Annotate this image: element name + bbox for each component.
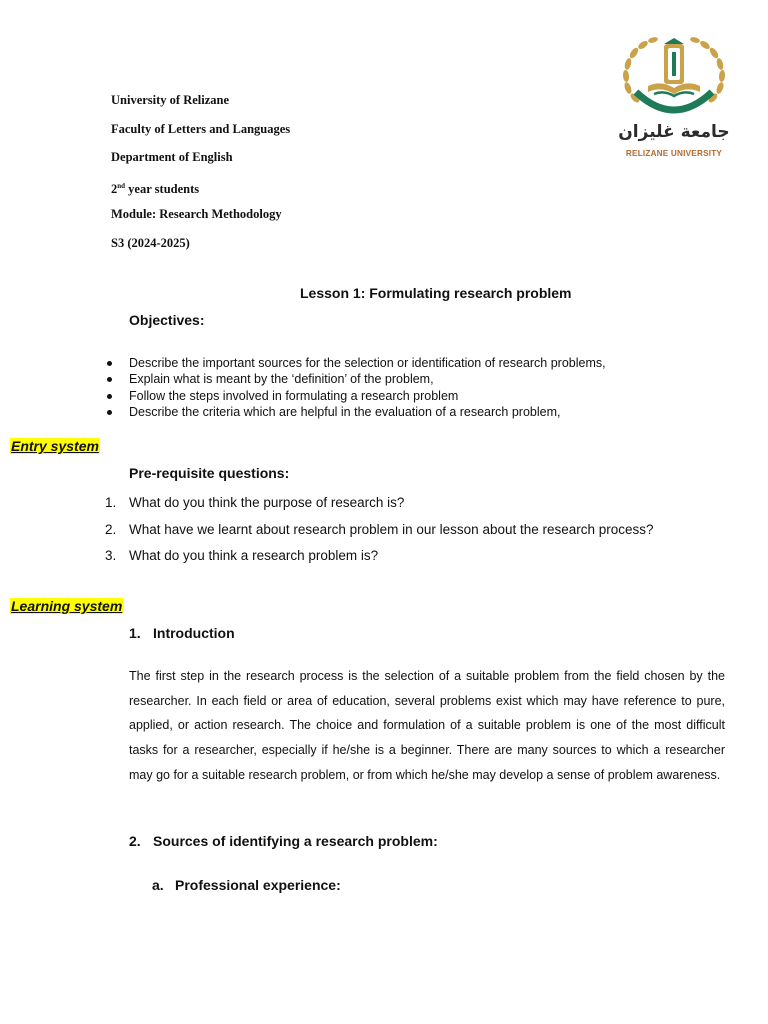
entry-system-label: Entry system bbox=[11, 438, 99, 454]
lesson-title: Lesson 1: Formulating research problem bbox=[300, 285, 572, 301]
objectives-heading: Objectives: bbox=[129, 312, 205, 328]
subsection-letter: a. bbox=[152, 877, 164, 893]
question-text: What do you think the purpose of research is? bbox=[129, 495, 405, 510]
professional-experience-heading bbox=[152, 877, 341, 893]
semester-line: S3 (2024-2025) bbox=[111, 235, 190, 250]
section-number: 2. bbox=[129, 833, 141, 849]
module-line: Module: Research Methodology bbox=[111, 207, 282, 221]
prerequisite-heading: Pre-requisite questions: bbox=[129, 465, 290, 481]
logo-arabic-name: جامعة غليزان bbox=[618, 122, 730, 142]
prerequisite-questions-list bbox=[105, 490, 654, 570]
question-text: What do you think a research problem is? bbox=[129, 548, 379, 564]
question-number: 2. bbox=[105, 521, 117, 537]
section-number: 1. bbox=[129, 625, 141, 641]
question-item bbox=[105, 517, 654, 544]
university-logo bbox=[618, 36, 730, 164]
question-number: 1. bbox=[105, 495, 117, 510]
logo-latin-name: RELIZANE UNIVERSITY bbox=[625, 149, 723, 158]
year-suffix: nd bbox=[117, 181, 126, 190]
department-line: Department of English bbox=[111, 150, 233, 164]
sources-heading bbox=[129, 833, 438, 849]
faculty-line: Faculty of Letters and Languages bbox=[111, 121, 291, 136]
objectives-list bbox=[129, 355, 606, 420]
objective-item: Follow the steps involved in formulating a research problem bbox=[129, 388, 606, 404]
question-number: 3. bbox=[105, 548, 117, 564]
objective-item: Describe the criteria which are helpful in the evaluation of a research problem, bbox=[129, 404, 606, 420]
introduction-paragraph: The first step in the research process is the selection of a suitable problem from the field chosen by the researcher. In each field or area of education, several problems exist which may have reference to pure, applied, or action research. The choice and formulation of a suitable problem is one of the most difficult tasks for a researcher, especially if he/she is a beginner. There are many sources to which a researcher may go for a suitable research problem, or from which he/she may develop a sense of problem awareness. bbox=[129, 669, 725, 782]
section-title: Introduction bbox=[153, 625, 235, 641]
year-line bbox=[111, 172, 290, 201]
learning-system-label: Learning system bbox=[11, 598, 123, 614]
subsection-title: Professional experience: bbox=[175, 877, 341, 893]
question-item bbox=[105, 490, 654, 517]
university-emblem-icon bbox=[618, 36, 730, 122]
introduction-heading bbox=[129, 625, 235, 641]
institution-header bbox=[111, 86, 290, 257]
objective-item: Describe the important sources for the selection or identification of research problems, bbox=[129, 356, 606, 370]
year-number: 2 bbox=[111, 181, 118, 196]
objective-item: Explain what is meant by the ‘definition’ of the problem, bbox=[129, 371, 606, 387]
university-line: University of Relizane bbox=[111, 93, 230, 107]
section-title: Sources of identifying a research problem: bbox=[153, 833, 438, 849]
question-text: What have we learnt about research problem in our lesson about the research process? bbox=[129, 521, 654, 537]
question-item bbox=[105, 543, 654, 570]
year-rest: year students bbox=[125, 181, 200, 196]
